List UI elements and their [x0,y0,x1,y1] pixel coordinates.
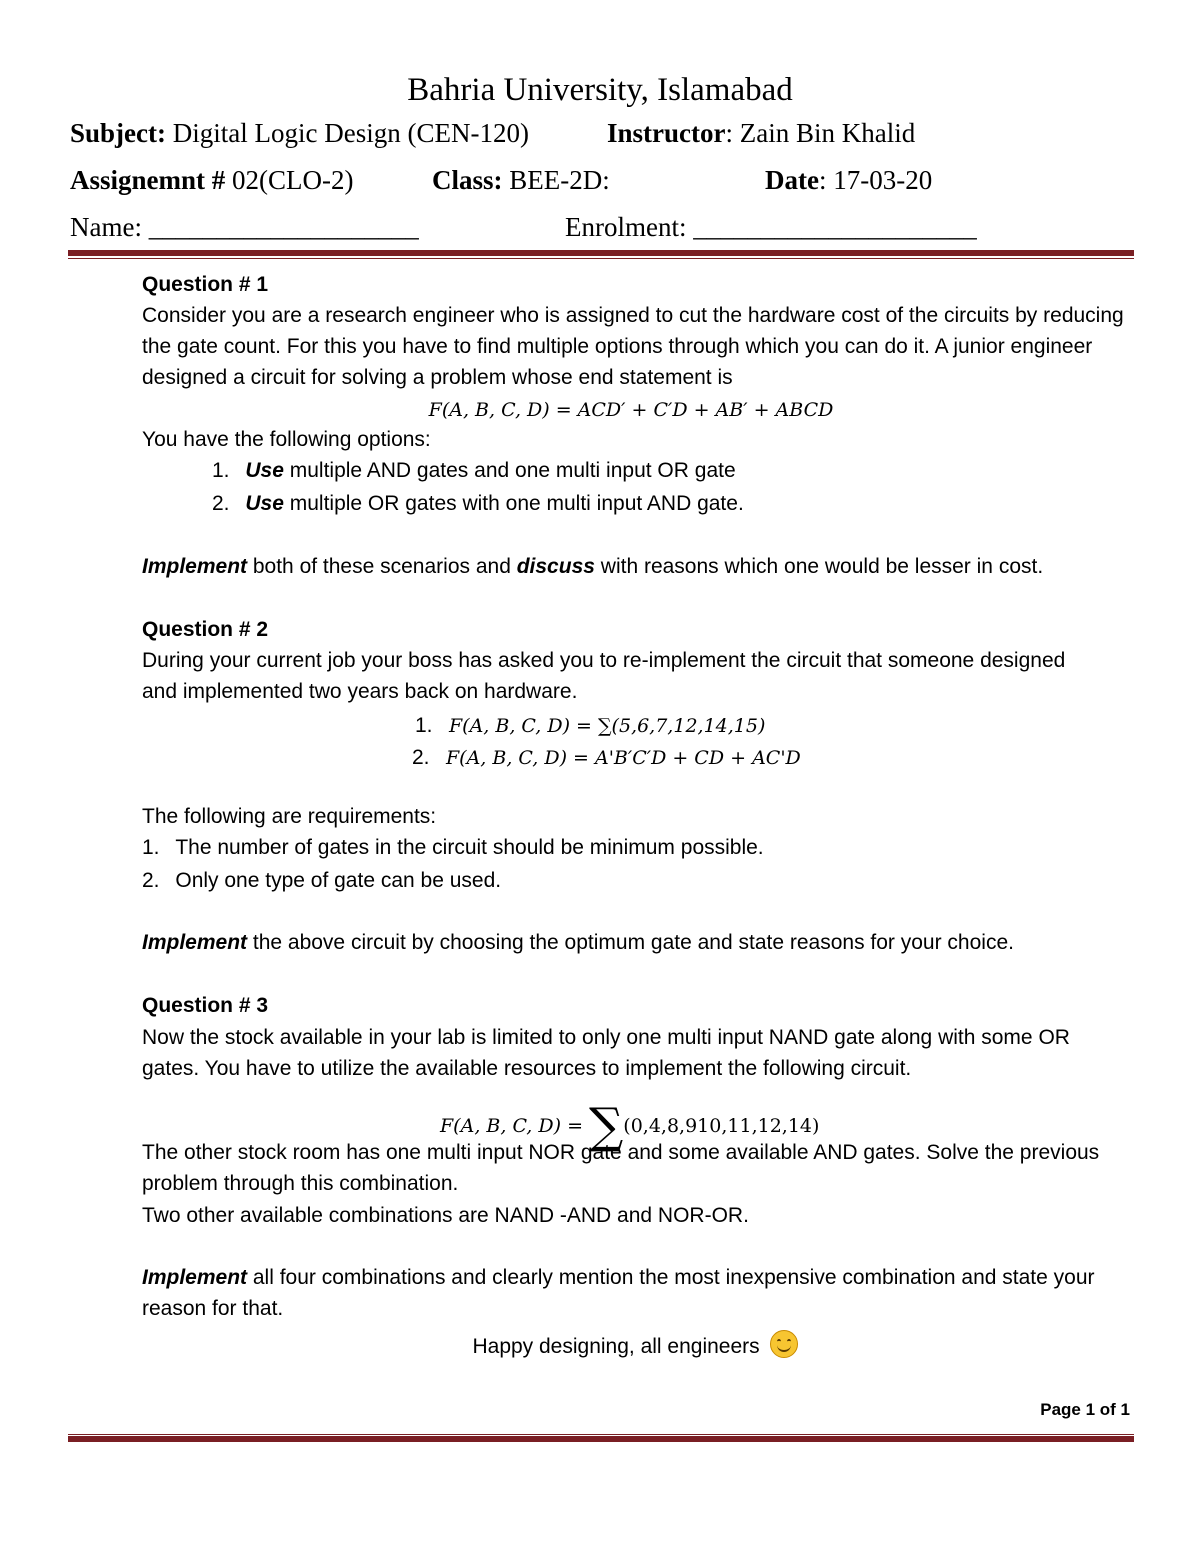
q3-task-line-1 [142,1262,1095,1293]
q1-task-mid: both of these scenarios and [247,555,517,578]
q2-req-1 [142,832,764,863]
q1-title: Question # 1 [142,273,269,296]
assignment-label: Assignemnt # [70,165,226,195]
q1-task [142,551,1043,582]
q2-para-line-1: During your current job your boss has asked you to re-implement the circuit that someone designed [142,649,1066,672]
q1-task-verb-implement: Implement [142,555,248,578]
date-line [765,165,932,196]
q2-req-1-text: The number of gates in the circuit should be minimum possible. [175,836,764,859]
name-field: Name: ____________________ [70,212,419,242]
q1-task-end: with reasons which one would be lesser in cost. [594,555,1044,578]
q2-task [142,927,1014,958]
q3-para-line-2: gates. You have to utilize the available resources to implement the following circuit. [142,1057,912,1080]
q3-equation-sigma: ∑ [589,1098,624,1154]
q2-equation-1 [415,710,765,741]
date-value: : 17-03-20 [818,165,933,195]
closing-text: Happy designing, all engineers [472,1335,760,1358]
q2-equation-1-expr: F(A, B, C, D) = ∑(5,6,7,12,14,15) [448,715,766,737]
page-number: Page 1 of 1 [1040,1400,1130,1419]
closing-line [0,1330,1200,1362]
q3-equation [440,1092,820,1154]
q3-para-line-1: Now the stock available in your lab is limited to only one multi input NAND gate along with some OR [142,1026,1070,1049]
university-title: Bahria University, Islamabad [407,72,793,108]
q2-equation-2-number: 2. [412,746,430,769]
q2-req-1-number: 1. [142,836,160,859]
q3-para2-line-2: problem through this combination. [142,1172,459,1195]
q1-option-2 [212,488,744,519]
q1-para-line-2: the gate count. For this you have to find multiple options through which you can do it. A junior engineer [142,335,1093,358]
instructor-value: : Zain Bin Khalid [725,118,916,148]
instructor-line [607,118,915,149]
q1-option-1-text: multiple AND gates and one multi input OR gate [283,459,736,482]
q3-para2-line-1: The other stock room has one multi input NOR gate and some available AND gates. Solve the previous [142,1141,1100,1164]
smiley-icon [770,1330,798,1358]
q3-task-verb: Implement [142,1266,248,1289]
q1-option-2-number: 2. [212,492,230,515]
q1-equation: F(A, B, C, D) = ACD′ + C′D + AB′ + ABCD [428,399,834,421]
footer-divider [68,1436,1134,1442]
subject-value: Digital Logic Design (CEN-120) [172,118,529,148]
date-label: Date [765,165,819,195]
q1-options-intro: You have the following options: [142,428,431,451]
q1-task-verb-discuss: discuss [516,555,595,578]
q2-title: Question # 2 [142,618,269,641]
q1-option-2-verb: Use [245,492,284,515]
q2-req-intro: The following are requirements: [142,805,437,828]
q3-title: Question # 3 [142,994,269,1017]
class-line [432,165,610,196]
q2-req-2-text: Only one type of gate can be used. [175,869,502,892]
q2-req-2 [142,865,501,896]
q3-equation-rhs: (0,4,8,910,11,12,14) [623,1115,820,1137]
q2-equation-2 [412,742,801,773]
q2-req-2-number: 2. [142,869,160,892]
footer-divider-thin [68,1434,1134,1435]
q2-task-verb: Implement [142,931,248,954]
q2-para-line-2: and implemented two years back on hardware. [142,680,578,703]
q1-option-1-verb: Use [245,459,284,482]
assignment-value: 02(CLO-2) [232,165,354,195]
q3-para2-line-3: Two other available combinations are NAND -AND and NOR-OR. [142,1204,749,1227]
header-divider [68,250,1134,256]
class-label: Class: [432,165,503,195]
q3-equation-lhs: F(A, B, C, D) = [440,1115,590,1137]
q1-para-line-3: designed a circuit for solving a problem whose end statement is [142,366,733,389]
q2-task-text: the above circuit by choosing the optimum gate and state reasons for your choice. [247,931,1014,954]
q3-task-text: all four combinations and clearly mention the most inexpensive combination and state your [247,1266,1095,1289]
instructor-label: Instructor [607,118,726,148]
q3-task-line-2: reason for that. [142,1297,284,1320]
subject-label: Subject: [70,118,166,148]
assignment-line [70,165,354,196]
subject-line [70,118,529,149]
q1-option-1-number: 1. [212,459,230,482]
q1-option-2-text: multiple OR gates with one multi input AND gate. [283,492,744,515]
class-value: BEE-2D: [509,165,610,195]
q1-para-line-1: Consider you are a research engineer who is assigned to cut the hardware cost of the circuits by reducing [142,304,1124,327]
q2-equation-2-expr: F(A, B, C, D) = A'B′C′D + CD + AC'D [445,747,801,769]
q1-option-1 [212,455,736,486]
enrolment-field: Enrolment: _____________________ [565,212,977,242]
q2-equation-1-number: 1. [415,714,433,737]
header-divider-thin [68,258,1134,259]
